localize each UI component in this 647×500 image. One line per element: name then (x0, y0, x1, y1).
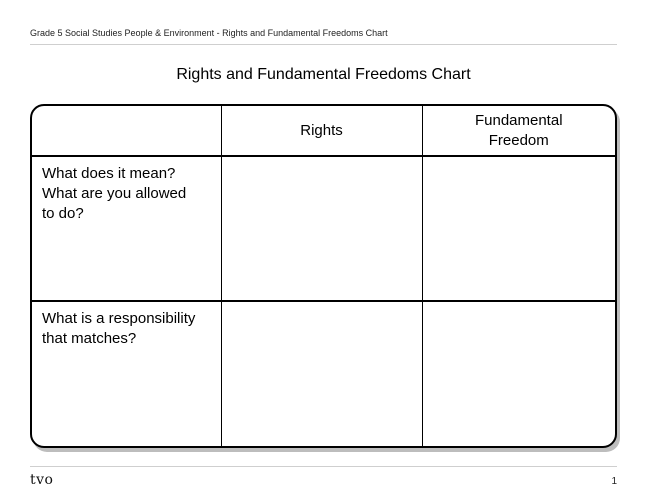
row-label-meaning (32, 156, 221, 301)
chart-table (32, 106, 615, 446)
chart-header-row (32, 106, 615, 156)
page-title: Rights and Fundamental Freedoms Chart (176, 66, 471, 83)
row-label-responsibility-line-2: that matches? (42, 330, 137, 347)
corner-cell (32, 106, 221, 156)
column-header-freedom-line-2: Freedom (488, 131, 549, 149)
cell-rights-meaning[interactable] (221, 156, 422, 301)
column-header-rights (221, 106, 422, 156)
footer-divider (30, 466, 617, 467)
row-label-responsibility-line-1: What is a responsibility (42, 310, 196, 327)
row-label-meaning-line-2: What are you allowed (42, 185, 187, 202)
rights-freedoms-chart (30, 104, 617, 448)
tvo-logo: tvo (30, 472, 54, 488)
column-header-fundamental-freedom (422, 106, 615, 156)
column-header-rights-label: Rights (300, 121, 343, 139)
row-label-responsibility (32, 301, 221, 446)
row-label-meaning-line-3: to do? (42, 205, 84, 222)
cell-rights-responsibility[interactable] (221, 301, 422, 446)
chart-row-meaning (32, 156, 615, 301)
document-header: Grade 5 Social Studies People & Environment - Rights and Fundamental Freedoms Chart (30, 28, 388, 38)
chart-row-responsibility (32, 301, 615, 446)
cell-freedom-meaning[interactable] (422, 156, 615, 301)
column-header-freedom-line-1: Fundamental (474, 111, 563, 129)
row-label-meaning-line-1: What does it mean? (42, 165, 176, 182)
page-number: 1 (611, 476, 617, 487)
cell-freedom-responsibility[interactable] (422, 301, 615, 446)
header-divider (30, 44, 617, 45)
